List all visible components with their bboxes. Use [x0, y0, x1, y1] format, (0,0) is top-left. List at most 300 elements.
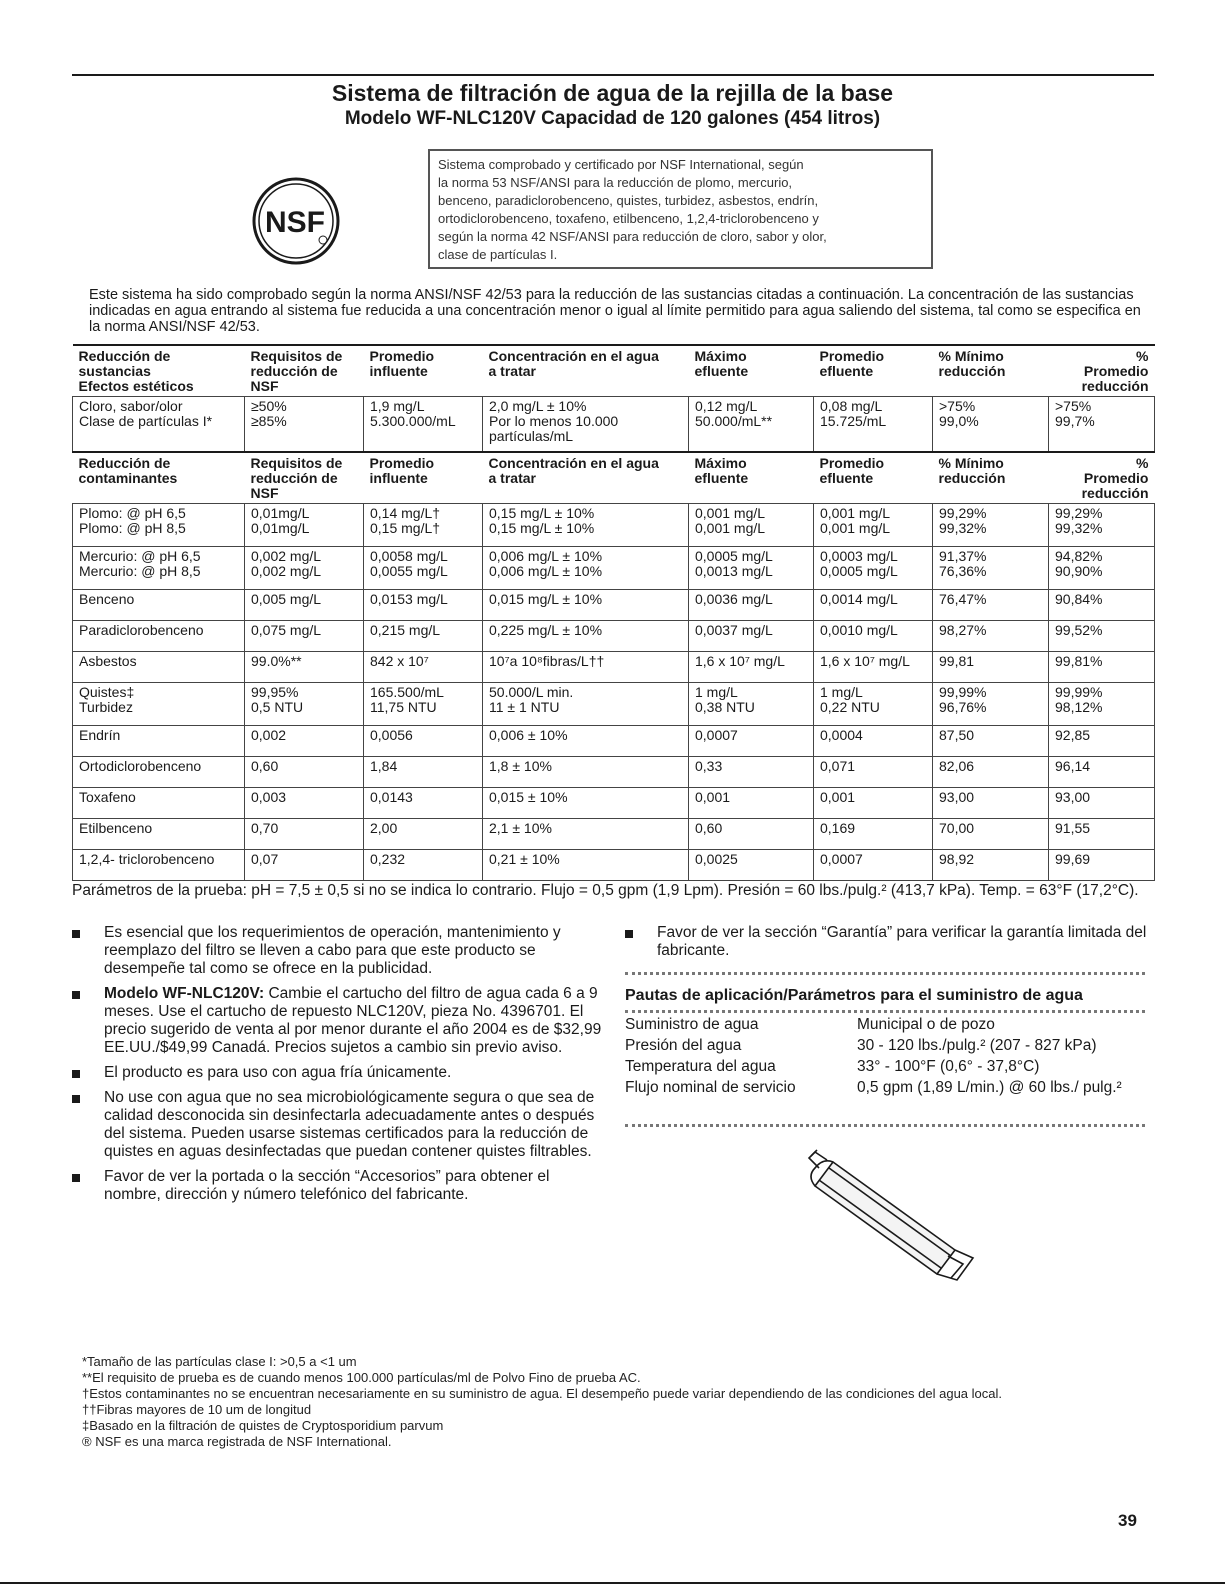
text-line: Clase de partículas I*: [79, 413, 213, 429]
supply-value: Municipal o de pozo: [857, 1016, 995, 1033]
table-row: [73, 621, 1155, 652]
table-cell: [483, 726, 689, 757]
text-line: Requisitos de: [250, 348, 343, 364]
column-header: [814, 452, 933, 504]
table-cell: [245, 652, 364, 683]
text-line: ortodiclorobenceno, toxafeno, etilbenceno, 1,2,4-triclorobenceno y: [438, 211, 819, 226]
table-cell: [364, 547, 483, 590]
table-cell: [1049, 819, 1155, 850]
table-cell: [689, 652, 814, 683]
text-line: 0,0025: [695, 851, 738, 867]
table-row: [73, 788, 1155, 819]
text-line: 0,006 mg/L ± 10%: [489, 548, 603, 564]
text-line: 0,0055 mg/L: [370, 563, 448, 579]
text-line: 70,00: [939, 820, 975, 836]
column-header: [245, 452, 364, 504]
aesthetic-header-row: [73, 345, 1155, 397]
table-row: [73, 397, 1155, 453]
text-line: 0,38 NTU: [695, 699, 755, 715]
text-line: NSF: [250, 378, 279, 394]
column-header: [364, 452, 483, 504]
text-line: reducción de: [250, 470, 338, 486]
list-item: [72, 985, 602, 1057]
text-line: 91,37%: [939, 548, 987, 564]
text-line: efluente: [819, 470, 874, 486]
table-row: [73, 850, 1155, 881]
text-line: 15.725/mL: [820, 413, 887, 429]
footnote: ® NSF es una marca registrada de NSF International.: [82, 1434, 392, 1449]
text-line: reducción: [1081, 485, 1149, 501]
table-cell: [245, 504, 364, 547]
text-line: 96,14: [1055, 758, 1091, 774]
text-line: % Mínimo: [938, 455, 1004, 471]
text-line: 1,84: [370, 758, 398, 774]
text-line: Plomo: @ pH 6,5: [79, 505, 186, 521]
table-cell: [933, 850, 1049, 881]
text-line: Promedio: [1083, 363, 1149, 379]
text-line: 0,0007: [695, 727, 738, 743]
text-line: 99,69: [1055, 851, 1091, 867]
text-line: Reducción de: [78, 348, 171, 364]
text-line: 1,9 mg/L: [370, 398, 425, 414]
supply-value: 33° - 100°F (0,6° - 37,8°C): [857, 1058, 1040, 1075]
text-line: >75%: [1055, 398, 1092, 414]
text-line: 0,33: [695, 758, 723, 774]
text-line: 93,00: [939, 789, 975, 805]
dotted-divider: [625, 1124, 1145, 1127]
text-line: Sistema comprobado y certificado por NSF International, según: [438, 157, 804, 172]
performance-table: [72, 344, 1155, 881]
text-line: 0,0143: [370, 789, 413, 805]
text-line: 0,60: [251, 758, 279, 774]
table-cell: [364, 850, 483, 881]
text-line: 165.500/mL: [370, 684, 444, 700]
text-line: efluente: [694, 470, 749, 486]
table-row: [625, 1016, 1145, 1037]
text-line: Promedio: [369, 455, 435, 471]
text-line: 0,225 mg/L ± 10%: [489, 622, 603, 638]
text-line: 0,0005 mg/L: [820, 563, 898, 579]
supply-title: Pautas de aplicación/Parámetros para el suministro de agua: [625, 987, 1083, 1004]
footnote: †Estos contaminantes no se encuentran necesariamente en su suministro de agua. El desempeño puede variar dependiendo de las condiciones del agua local.: [82, 1386, 1002, 1401]
table-cell: [483, 757, 689, 788]
table-cell: [689, 726, 814, 757]
text-line: 76,47%: [939, 591, 987, 607]
text-line: 0,01mg/L: [251, 520, 310, 536]
text-line: 0,002: [251, 727, 287, 743]
text-line: 0,0037 mg/L: [695, 622, 773, 638]
table-cell: [483, 547, 689, 590]
text-line: 0,08 mg/L: [820, 398, 883, 414]
text-line: 1,2,4- triclorobenceno: [79, 851, 215, 867]
table-cell: [483, 590, 689, 621]
table-cell: [483, 850, 689, 881]
text-line: 99,99%: [1055, 684, 1103, 700]
text-line: 0,006 mg/L ± 10%: [489, 563, 603, 579]
text-line: 50.000/mL**: [695, 413, 773, 429]
text-line: 1 mg/L: [695, 684, 738, 700]
list-item: [72, 924, 602, 978]
table-cell: [483, 397, 689, 453]
text-line: Promedio: [819, 348, 885, 364]
text-line: 0,075 mg/L: [251, 622, 322, 638]
text-line: 0,001 mg/L: [820, 520, 891, 536]
text-line: %: [1136, 348, 1149, 364]
table-row: [73, 590, 1155, 621]
text-line: 0,0013 mg/L: [695, 563, 773, 579]
page-title: Sistema de filtración de agua de la rejilla de la base: [331, 80, 894, 106]
table-cell: [73, 547, 245, 590]
text-line: Quistes‡: [79, 684, 135, 700]
text-line: 87,50: [939, 727, 975, 743]
table-cell: [364, 788, 483, 819]
table-cell: [364, 726, 483, 757]
table-row: [73, 652, 1155, 683]
text-line: partículas/mL: [489, 428, 574, 444]
table-cell: [364, 504, 483, 547]
text-line: 11 ± 1 NTU: [489, 699, 560, 715]
list-item: [72, 1168, 602, 1204]
column-header: [73, 345, 245, 397]
text-line: 99,81%: [1055, 653, 1103, 669]
table-cell: [814, 819, 933, 850]
text-line: 1,6 x 10⁷ mg/L: [695, 653, 785, 669]
column-header: [933, 452, 1049, 504]
table-cell: [1049, 590, 1155, 621]
right-bullet-list: [625, 924, 1155, 960]
bullet-text: El producto es para uso con agua fría únicamente.: [104, 1064, 452, 1081]
table-row: [625, 1079, 1145, 1100]
text-line: 99,81: [939, 653, 975, 669]
text-line: 99.0%**: [251, 653, 302, 669]
table-cell: [933, 788, 1049, 819]
text-line: 0,215 mg/L: [370, 622, 441, 638]
column-header: [814, 345, 933, 397]
text-line: reducción: [938, 470, 1006, 486]
text-line: 98,92: [939, 851, 975, 867]
text-line: reducción: [1081, 378, 1149, 394]
table-cell: [73, 504, 245, 547]
text-line: 0,001 mg/L: [695, 505, 766, 521]
table-cell: [245, 850, 364, 881]
text-line: % Mínimo: [938, 348, 1004, 364]
text-line: Plomo: @ pH 8,5: [79, 520, 186, 536]
list-item: [72, 1064, 602, 1082]
text-line: Benceno: [79, 591, 135, 607]
table-row: [73, 504, 1155, 547]
table-cell: [364, 652, 483, 683]
table-cell: [1049, 850, 1155, 881]
text-line: 0,001 mg/L: [820, 505, 891, 521]
dotted-divider: [625, 972, 1145, 975]
text-line: >75%: [939, 398, 976, 414]
bullet-text: Es esencial que los requerimientos de operación, mantenimiento y reemplazo del filtro se lleven a cabo para que este producto se desempeñe tal como se ofrece en la publicidad.: [104, 924, 561, 977]
footnote: **El requisito de prueba es de cuando menos 100.000 partículas/ml de Polvo Fino de prueba AC.: [82, 1370, 641, 1385]
table-cell: [1049, 757, 1155, 788]
text-line: 0,071: [820, 758, 856, 774]
table-cell: [73, 683, 245, 726]
supply-table: [625, 1016, 1145, 1100]
text-line: 0,232: [370, 851, 406, 867]
text-line: Concentración en el agua: [488, 455, 659, 471]
text-line: 96,76%: [939, 699, 987, 715]
text-line: influente: [369, 470, 428, 486]
table-cell: [689, 850, 814, 881]
text-line: clase de partículas I.: [438, 247, 558, 262]
text-line: 0,0007: [820, 851, 863, 867]
text-line: 0,5 NTU: [251, 699, 304, 715]
bullet-bold: Modelo WF-NLC120V:: [104, 985, 265, 1002]
text-line: 0,0036 mg/L: [695, 591, 773, 607]
filter-cartridge-icon: [805, 1146, 995, 1284]
table-cell: [689, 621, 814, 652]
column-header: [933, 345, 1049, 397]
text-line: Mercurio: @ pH 6,5: [79, 548, 201, 564]
text-line: Por lo menos 10.000: [489, 413, 619, 429]
text-line: influente: [369, 363, 428, 379]
table-cell: [364, 683, 483, 726]
text-line: la norma 53 NSF/ANSI para la reducción de plomo, mercurio,: [438, 175, 793, 190]
text-line: 0,0005 mg/L: [695, 548, 773, 564]
text-line: 99,95%: [251, 684, 299, 700]
text-line: Mercurio: @ pH 8,5: [79, 563, 201, 579]
table-cell: [73, 850, 245, 881]
text-line: 99,32%: [939, 520, 987, 536]
column-header: [73, 452, 245, 504]
text-line: 0,22 NTU: [820, 699, 880, 715]
text-line: reducción: [938, 363, 1006, 379]
text-line: 99,29%: [1055, 505, 1103, 521]
table-cell: [1049, 683, 1155, 726]
text-line: 10⁷a 10⁸fibras/L††: [489, 653, 605, 669]
table-cell: [814, 547, 933, 590]
table-cell: [73, 590, 245, 621]
table-cell: [1049, 652, 1155, 683]
table-cell: [1049, 504, 1155, 547]
text-line: ≥85%: [251, 413, 287, 429]
table-cell: [483, 819, 689, 850]
bullet-list: [72, 924, 602, 1211]
table-cell: [689, 504, 814, 547]
text-line: 0,07: [251, 851, 279, 867]
text-line: 0,0056: [370, 727, 413, 743]
text-line: Reducción de: [78, 455, 171, 471]
text-line: 99,52%: [1055, 622, 1103, 638]
text-line: 99,7%: [1055, 413, 1095, 429]
table-cell: [73, 652, 245, 683]
text-line: 99,29%: [939, 505, 987, 521]
table-cell: [245, 788, 364, 819]
column-header: [1049, 345, 1155, 397]
text-line: 90,84%: [1055, 591, 1103, 607]
top-rule: [72, 74, 1154, 76]
text-line: 2,00: [370, 820, 398, 836]
text-line: 0,0010 mg/L: [820, 622, 898, 638]
column-header: [364, 345, 483, 397]
table-cell: [364, 397, 483, 453]
text-line: Ortodiclorobenceno: [79, 758, 202, 774]
text-line: 0,001: [820, 789, 856, 805]
text-line: Promedio: [819, 455, 885, 471]
text-line: NSF: [250, 485, 279, 501]
text-line: 98,12%: [1055, 699, 1103, 715]
table-cell: [73, 757, 245, 788]
table-cell: [933, 683, 1049, 726]
text-line: Máximo: [694, 348, 747, 364]
text-line: 91,55: [1055, 820, 1091, 836]
table-cell: [933, 547, 1049, 590]
text-line: 0,15 mg/L†: [370, 520, 441, 536]
table-cell: [245, 726, 364, 757]
text-line: 2,1 ± 10%: [489, 820, 552, 836]
table-cell: [73, 819, 245, 850]
text-line: 0,003: [251, 789, 287, 805]
table-cell: [1049, 547, 1155, 590]
text-line: 0,001: [695, 789, 731, 805]
text-line: a tratar: [488, 363, 536, 379]
table-cell: [73, 788, 245, 819]
text-line: 76,36%: [939, 563, 987, 579]
text-line: 0,006 ± 10%: [489, 727, 568, 743]
text-line: 0,15 mg/L ± 10%: [489, 505, 595, 521]
table-cell: [1049, 788, 1155, 819]
text-line: Toxafeno: [79, 789, 136, 805]
table-cell: [245, 621, 364, 652]
text-line: 1,8 ± 10%: [489, 758, 552, 774]
table-cell: [814, 621, 933, 652]
nsf-logo-text: NSF: [265, 206, 325, 239]
table-cell: [689, 397, 814, 453]
column-header: [1049, 452, 1155, 504]
text-line: 1 mg/L: [820, 684, 863, 700]
table-cell: [73, 621, 245, 652]
text-line: 99,99%: [939, 684, 987, 700]
table-cell: [245, 819, 364, 850]
text-line: Etilbenceno: [79, 820, 153, 836]
text-line: 93,00: [1055, 789, 1091, 805]
text-line: Turbidez: [79, 699, 133, 715]
text-line: 0,002 mg/L: [251, 563, 322, 579]
text-line: Efectos estéticos: [78, 378, 194, 394]
table-cell: [73, 726, 245, 757]
text-line: 0,14 mg/L†: [370, 505, 441, 521]
table-cell: [689, 683, 814, 726]
text-line: ≥50%: [251, 398, 287, 414]
text-line: 0,001 mg/L: [695, 520, 766, 536]
table-cell: [1049, 397, 1155, 453]
text-line: 0,01mg/L: [251, 505, 310, 521]
text-line: 0,0153 mg/L: [370, 591, 448, 607]
table-cell: [245, 590, 364, 621]
column-header: [689, 345, 814, 397]
table-cell: [245, 397, 364, 453]
supply-label: Presión del agua: [625, 1037, 742, 1054]
text-line: 0,15 mg/L ± 10%: [489, 520, 595, 536]
text-line: 94,82%: [1055, 548, 1103, 564]
table-row: [625, 1058, 1145, 1079]
text-line: 0,0003 mg/L: [820, 548, 898, 564]
table-row: [73, 683, 1155, 726]
text-line: efluente: [694, 363, 749, 379]
text-line: 5.300.000/mL: [370, 413, 456, 429]
text-line: Requisitos de: [250, 455, 343, 471]
table-cell: [933, 726, 1049, 757]
table-cell: [814, 504, 933, 547]
nsf-logo: [251, 176, 341, 266]
table-cell: [814, 757, 933, 788]
text-line: %: [1136, 455, 1149, 471]
supply-label: Flujo nominal de servicio: [625, 1079, 796, 1096]
table-cell: [483, 788, 689, 819]
bullet-text: Cambie el cartucho del filtro de agua cada 6 a 9 meses. Use el cartucho de repuesto NLC120V, pieza No. 4396701. El precio sugerido de venta al por menor durante el año 2004 es de $32,99 EE.UU./$49,99 Canadá. Precios sujetos a cambio sin previo aviso.: [104, 985, 602, 1056]
text-line: Paradiclorobenceno: [79, 622, 204, 638]
table-cell: [814, 590, 933, 621]
table-cell: [814, 788, 933, 819]
list-item: [625, 924, 1155, 960]
text-line: efluente: [819, 363, 874, 379]
table-cell: [933, 397, 1049, 453]
table-row: [73, 726, 1155, 757]
text-line: 11,75 NTU: [370, 699, 437, 715]
table-cell: [364, 590, 483, 621]
table-cell: [483, 621, 689, 652]
text-line: 1,6 x 10⁷ mg/L: [820, 653, 910, 669]
table-cell: [689, 788, 814, 819]
table-cell: [933, 504, 1049, 547]
text-line: Concentración en el agua: [488, 348, 659, 364]
table-cell: [814, 397, 933, 453]
text-line: 0,015 mg/L ± 10%: [489, 591, 603, 607]
column-header: [245, 345, 364, 397]
text-line: 92,85: [1055, 727, 1091, 743]
text-line: 0,015 ± 10%: [489, 789, 568, 805]
text-line: sustancias: [78, 363, 151, 379]
text-line: 50.000/L min.: [489, 684, 574, 700]
table-cell: [814, 652, 933, 683]
table-cell: [814, 850, 933, 881]
table-cell: [364, 819, 483, 850]
table-cell: [689, 547, 814, 590]
table-cell: [245, 757, 364, 788]
table-cell: [933, 652, 1049, 683]
supply-value: 0,5 gpm (1,89 L/min.) @ 60 lbs./ pulg.²: [857, 1079, 1122, 1096]
text-line: 2,0 mg/L ± 10%: [489, 398, 587, 414]
text-line: 99,0%: [939, 413, 979, 429]
column-header: [483, 452, 689, 504]
text-line: según la norma 42 NSF/ANSI para reducción de cloro, sabor y olor,: [438, 229, 827, 244]
table-cell: [364, 757, 483, 788]
text-line: 842 x 10⁷: [370, 653, 429, 669]
table-cell: [689, 590, 814, 621]
table-cell: [689, 819, 814, 850]
intro-paragraph: Este sistema ha sido comprobado según la norma ANSI/NSF 42/53 para la reducción de las sustancias citadas a continuación. La concentración de las sustancias indicadas en agua entrando al sistema fue reducida a una concentración menor o igual al límite permitido para agua saliendo del sistema, tal como se especifica en la norma ANSI/NSF 42/53.: [89, 287, 1141, 335]
footnote: ††Fibras mayores de 10 um de longitud: [82, 1402, 312, 1417]
text-line: a tratar: [488, 470, 536, 486]
table-cell: [483, 652, 689, 683]
footnote: *Tamaño de las partículas clase I: >0,5 a <1 um: [82, 1354, 357, 1369]
text-line: 90,90%: [1055, 563, 1103, 579]
table-row: [73, 819, 1155, 850]
table-cell: [689, 757, 814, 788]
table-cell: [933, 621, 1049, 652]
table-cell: [483, 504, 689, 547]
supply-value: 30 - 120 lbs./pulg.² (207 - 827 kPa): [857, 1037, 1097, 1054]
page-number: 39: [1118, 1511, 1137, 1530]
footnotes: [72, 1354, 1152, 1450]
table-cell: [814, 726, 933, 757]
text-line: 0,002 mg/L: [251, 548, 322, 564]
text-line: Promedio: [369, 348, 435, 364]
